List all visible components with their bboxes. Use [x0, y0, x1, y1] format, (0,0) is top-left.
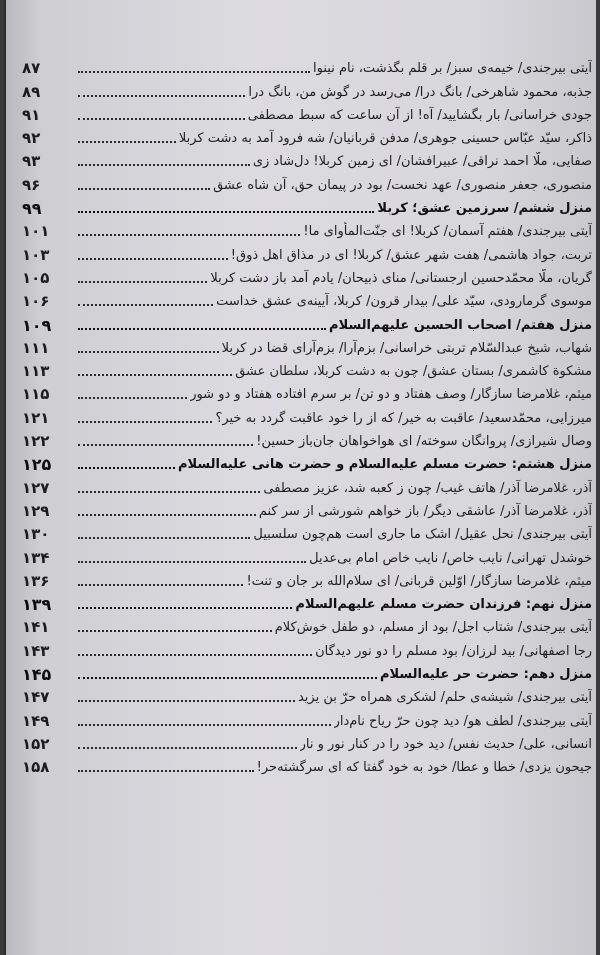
toc-entry	[22, 568, 592, 591]
dot-leader	[78, 537, 250, 539]
toc-entry-text: آیتی بیرجندی/ شتاب اجل/ بود از مسلم، دو طفل خوش‌کلام	[274, 620, 592, 636]
dot-leader	[78, 607, 292, 609]
toc-chapter-title: منزل نهم: فرزندان حضرت مسلم علیهم‌السلام	[295, 597, 592, 613]
dot-leader	[78, 421, 212, 423]
dot-leader	[78, 304, 213, 306]
toc-entry	[22, 521, 592, 544]
toc-entry-text: آیتی بیرجندی/ لطف هو/ دید چون حرّ ریاح نام‌دار	[333, 713, 592, 729]
toc-chapter-title: منزل ششم/ سرزمین عشق؛ کربلا	[377, 201, 592, 217]
toc-page-number: ۱۱۱	[22, 338, 50, 357]
toc-entry-text: گریان، ملّا محمّدحسین ارجستانی/ منای ذبیحان/ یادم آمد باز دشت کربلا	[210, 270, 592, 286]
dot-leader	[78, 491, 260, 493]
toc-entry-text: مشکوة کاشمری/ بستان عشق/ چون به دشت کربلا، سلطان عشق	[235, 364, 592, 380]
toc-entry-text: شهاب، شیخ عبدالسّلام تربتی خراسانی/ بزم‌آرا/ بزم‌آرای قضا در کربلا	[221, 340, 592, 356]
toc-entry	[22, 731, 592, 754]
toc-page-number: ۱۱۵	[22, 385, 50, 404]
toc-page-number: ۱۴۳	[22, 641, 50, 660]
toc-entry-text: منصوری، جعفر منصوری/ عهد نخست/ بود در پیمان حق، آن شاه عشق	[213, 177, 592, 193]
toc-chapter-title: منزل هفتم/ اصحاب الحسین علیهم‌السلام	[329, 317, 592, 333]
toc-page-number: ۱۳۴	[22, 548, 50, 567]
toc-entry	[22, 358, 592, 381]
table-of-contents	[22, 55, 592, 777]
toc-entry-text: میرزایی، محمّدسعید/ عاقبت به خیر/ که از را خود عاقبت گردد به خیر؟	[215, 410, 592, 426]
dot-leader	[78, 258, 228, 260]
dot-leader	[78, 700, 295, 702]
dot-leader	[78, 514, 256, 516]
toc-entry	[22, 684, 592, 707]
dot-leader	[78, 677, 377, 679]
toc-entry-text: آیتی بیرجندی/ خیمه‌ی سبز/ بر قلم بگذشت، نام نینوا	[313, 61, 592, 77]
dot-leader	[78, 71, 310, 73]
toc-entry-text: رجا اصفهانی/ بید لرزان/ بود مسلم را دو نور دیدگان	[315, 643, 592, 659]
toc-entry	[22, 218, 592, 241]
toc-entry	[22, 428, 592, 451]
dot-leader	[78, 374, 232, 376]
toc-page-number: ۹۹	[22, 199, 42, 219]
toc-page-number: ۱۲۵	[22, 455, 52, 475]
toc-entry	[22, 381, 592, 404]
toc-entry	[22, 288, 592, 311]
toc-page-number: ۱۳۶	[22, 571, 50, 590]
toc-page-number: ۱۰۳	[22, 245, 50, 264]
dot-leader	[78, 118, 245, 120]
toc-entry	[22, 55, 592, 78]
toc-page-number: ۱۰۶	[22, 292, 50, 311]
book-page	[4, 0, 596, 955]
toc-entry	[22, 404, 592, 427]
toc-page-number: ۱۴۷	[22, 688, 50, 707]
toc-chapter-heading	[22, 451, 592, 474]
dot-leader	[78, 467, 175, 469]
toc-page-number: ۱۳۰	[22, 525, 50, 544]
toc-page-number: ۱۱۳	[22, 362, 50, 381]
toc-chapter-heading	[22, 591, 592, 614]
toc-entry-text: تربت، جواد هاشمی/ هفت شهر عشق/ کربلا! ای در مذاق اهل ذوق!	[230, 247, 592, 263]
toc-chapter-heading	[22, 311, 592, 334]
toc-chapter-heading	[22, 195, 592, 218]
toc-entry	[22, 707, 592, 730]
dot-leader	[78, 561, 306, 563]
toc-entry	[22, 335, 592, 358]
toc-entry	[22, 754, 592, 777]
toc-entry-text: خوشدل تهرانی/ نایب خاص/ نایب خاص امام بی‌عدیل	[309, 550, 592, 566]
toc-entry-text: جذبه، محمود شاهرخی/ بانگ درا/ می‌رسد در گوش من، بانگ درا	[248, 84, 592, 100]
toc-entry	[22, 498, 592, 521]
dot-leader	[78, 654, 312, 656]
dot-leader	[78, 584, 243, 586]
toc-entry-text: ذاکر، سیّد عبّاس حسینی جوهری/ مدفن قربانیان/ شه فرود آمد به دشت کربلا	[178, 131, 592, 147]
toc-entry	[22, 614, 592, 637]
toc-entry-text: صفایی، ملّا احمد نراقی/ عبیرافشان/ ای زمین کربلا! دل‌شاد زی	[252, 154, 592, 170]
toc-chapter-title: منزل هشتم: حضرت مسلم علیه‌السلام و حضرت هانی علیه‌السلام	[177, 457, 592, 473]
toc-entry-text: میثم، غلامرضا سازگار/ اوّلین قربانی/ ای سلام‌الله بر جان و تنت!	[246, 573, 592, 589]
toc-page-number: ۱۰۵	[22, 268, 50, 287]
toc-entry	[22, 148, 592, 171]
dot-leader	[78, 747, 297, 749]
toc-entry	[22, 265, 592, 288]
dot-leader	[78, 164, 250, 166]
toc-page-number: ۱۴۱	[22, 618, 50, 637]
toc-entry	[22, 78, 592, 101]
toc-page-number: ۱۲۷	[22, 478, 50, 497]
toc-entry-text: انسانی، علی/ حدیث نفس/ دید خود را در کنار نور و نار	[299, 736, 592, 752]
dot-leader	[78, 444, 253, 446]
toc-page-number: ۹۶	[22, 175, 41, 194]
toc-entry	[22, 171, 592, 194]
dot-leader	[78, 770, 254, 772]
toc-page-number: ۱۳۹	[22, 595, 52, 615]
toc-entry-text: آذر، غلامرضا آذر/ عاشقی دیگر/ باز خواهم شورشی از سر کنم	[258, 503, 592, 519]
toc-entry	[22, 474, 592, 497]
toc-entry-text: جودی خراسانی/ بار بگشایید/ آه! از آن ساعت که سبط مصطفی	[247, 107, 592, 123]
dot-leader	[78, 234, 300, 236]
dot-leader	[78, 281, 207, 283]
toc-chapter-title: منزل دهم: حضرت حر علیه‌السلام	[379, 667, 592, 683]
toc-page-number: ۱۲۹	[22, 501, 50, 520]
toc-entry	[22, 125, 592, 148]
toc-page-number: ۱۲۱	[22, 408, 50, 427]
toc-page-number: ۹۲	[22, 129, 41, 148]
dot-leader	[78, 397, 187, 399]
toc-page-number: ۱۲۲	[22, 432, 50, 451]
toc-page-number: ۱۴۵	[22, 665, 52, 685]
dot-leader	[78, 188, 210, 190]
toc-entry-text: آذر، غلامرضا آذر/ هاتف غیب/ چون ز کعبه شد، عزیز مصطفی	[263, 480, 592, 496]
toc-page-number: ۹۱	[22, 105, 41, 124]
toc-page-number: ۱۵۲	[22, 734, 50, 753]
toc-entry-text: آیتی بیرجندی/ هفتم آسمان/ کربلا! ای جنّت‌المأوای ما!	[303, 224, 592, 240]
dot-leader	[78, 211, 374, 213]
toc-entry-text: آیتی بیرجندی/ شیشه‌ی حلم/ لشکری همراه حرّ بن یزید	[297, 690, 592, 706]
toc-entry-text: آیتی بیرجندی/ نحل عقیل/ اشک ما جاری است هم‌چون سلسبیل	[253, 527, 592, 543]
toc-entry	[22, 544, 592, 567]
toc-page-number: ۹۳	[22, 152, 41, 171]
toc-page-number: ۱۰۱	[22, 222, 50, 241]
toc-page-number: ۱۰۹	[22, 315, 52, 335]
toc-page-number: ۱۵۸	[22, 758, 50, 777]
toc-page-number: ۸۷	[22, 59, 41, 78]
dot-leader	[78, 630, 272, 632]
dot-leader	[78, 724, 331, 726]
dot-leader	[78, 141, 176, 143]
dot-leader	[78, 95, 245, 97]
toc-page-number: ۱۴۹	[22, 711, 50, 730]
toc-chapter-heading	[22, 661, 592, 684]
toc-entry-text: جیحون یزدی/ خطا و عطا/ خود به خود گفتا که ای سرگشته‌حر!	[256, 760, 592, 776]
toc-entry-text: وصال شیرازی/ پروانگان سوخته/ ای هواخواهان جان‌باز حسین!	[256, 434, 592, 450]
toc-entry	[22, 102, 592, 125]
toc-entry-text: میثم، غلامرضا سازگار/ وصف هفتاد و دو تن/ بر سرم افتاده هفتاد و دو شور	[190, 387, 592, 403]
dot-leader	[78, 328, 326, 330]
toc-entry	[22, 241, 592, 264]
toc-entry-text: موسوی گرمارودی، سیّد علی/ بیدار قرون/ کربلا، آیینه‌ی عشق خداست	[216, 294, 592, 310]
toc-entry	[22, 637, 592, 660]
toc-page-number: ۸۹	[22, 82, 41, 101]
dot-leader	[78, 351, 219, 353]
